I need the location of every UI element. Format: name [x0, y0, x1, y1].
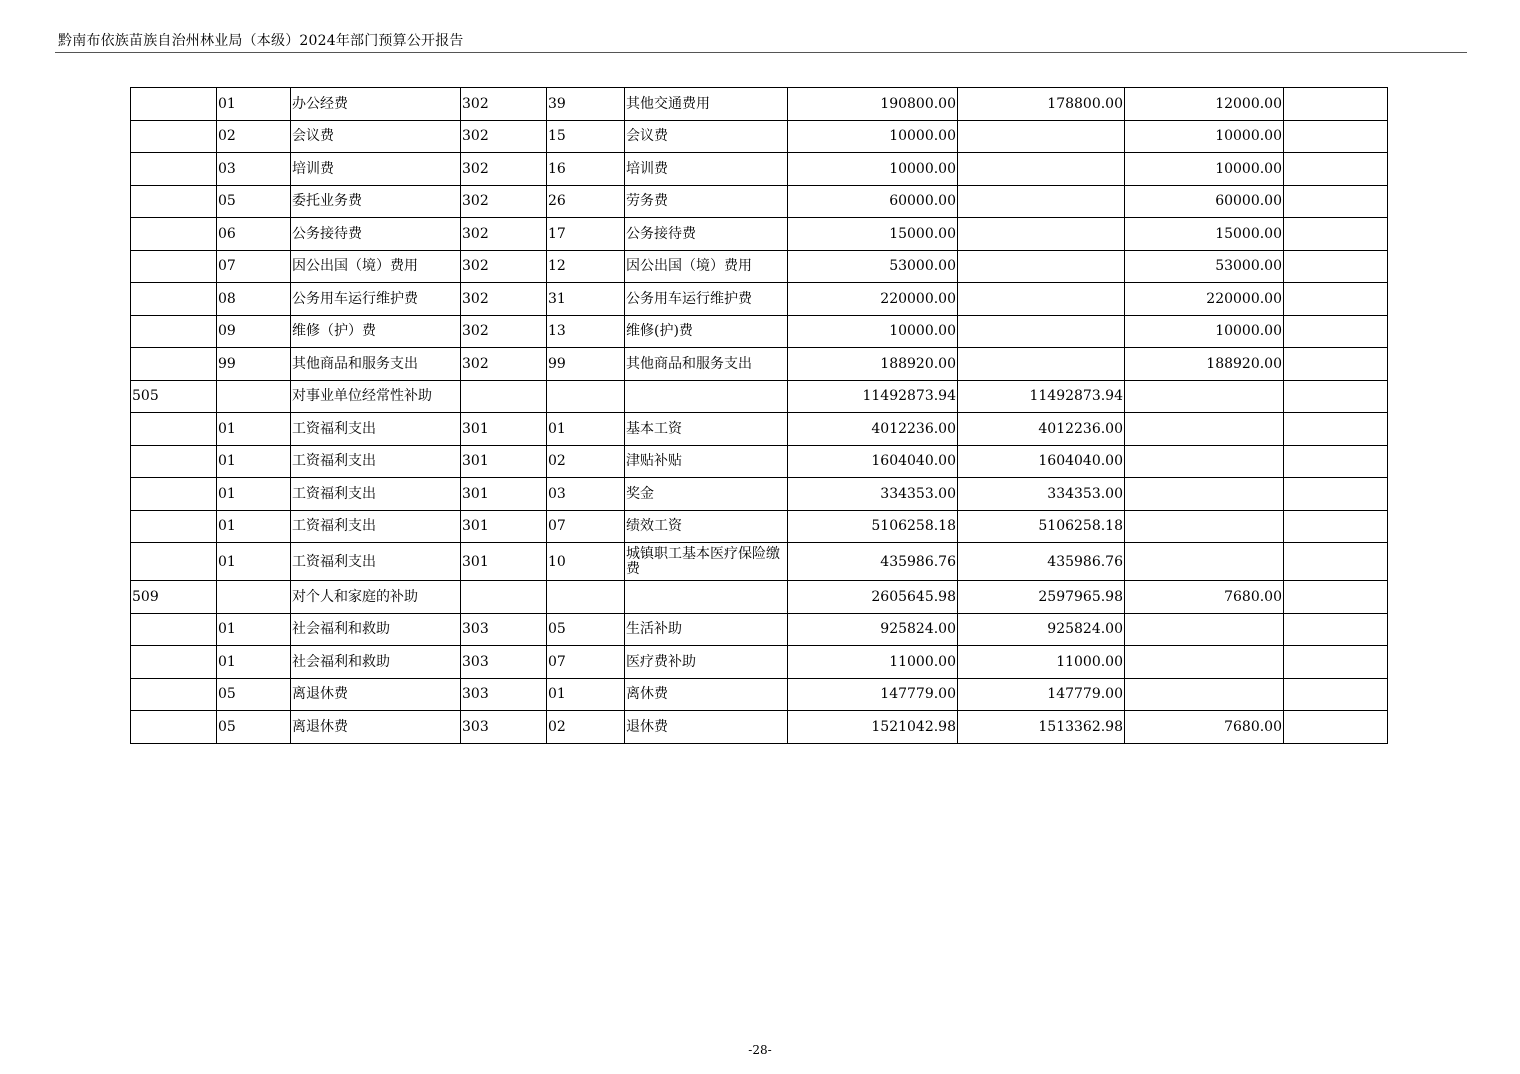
item-code-cell: 05: [217, 678, 291, 711]
item-code-cell: 01: [217, 510, 291, 543]
gov-category-name-cell: 奖金: [625, 478, 788, 511]
extra-cell: [1284, 185, 1388, 218]
total-amount-cell: 1521042.98: [788, 711, 958, 744]
project-expenditure-cell: [1125, 510, 1284, 543]
project-expenditure-cell: 188920.00: [1125, 348, 1284, 381]
total-amount-cell: 60000.00: [788, 185, 958, 218]
total-amount-cell: 11492873.94: [788, 380, 958, 413]
gov-class-code-cell: 302: [461, 153, 547, 186]
dept-category-name-cell: 离退休费: [291, 678, 461, 711]
table-row: [131, 613, 1388, 646]
extra-cell: [1284, 315, 1388, 348]
gov-item-code-cell: 16: [547, 153, 625, 186]
extra-cell: [1284, 348, 1388, 381]
project-expenditure-cell: 220000.00: [1125, 283, 1284, 316]
class-code-cell: [131, 543, 217, 581]
dept-category-name-cell: 社会福利和救助: [291, 646, 461, 679]
gov-item-code-cell: 39: [547, 88, 625, 121]
gov-category-name-cell: 维修(护)费: [625, 315, 788, 348]
extra-cell: [1284, 413, 1388, 446]
table-row: [131, 646, 1388, 679]
dept-category-name-cell: 工资福利支出: [291, 543, 461, 581]
total-amount-cell: 925824.00: [788, 613, 958, 646]
class-code-cell: [131, 348, 217, 381]
gov-class-code-cell: 303: [461, 678, 547, 711]
table-row: [131, 581, 1388, 614]
total-amount-cell: 5106258.18: [788, 510, 958, 543]
class-code-cell: [131, 510, 217, 543]
gov-category-name-cell: 绩效工资: [625, 510, 788, 543]
item-code-cell: 03: [217, 153, 291, 186]
table-row: [131, 153, 1388, 186]
item-code-cell: 01: [217, 413, 291, 446]
gov-item-code-cell: 05: [547, 613, 625, 646]
project-expenditure-cell: [1125, 413, 1284, 446]
item-code-cell: 99: [217, 348, 291, 381]
extra-cell: [1284, 153, 1388, 186]
total-amount-cell: 10000.00: [788, 120, 958, 153]
page-number: -28-: [748, 1043, 772, 1057]
basic-expenditure-cell: 435986.76: [958, 543, 1125, 581]
class-code-cell: [131, 445, 217, 478]
gov-class-code-cell: 302: [461, 315, 547, 348]
dept-category-name-cell: 对事业单位经常性补助: [291, 380, 461, 413]
dept-category-name-cell: 公务接待费: [291, 218, 461, 251]
table-row: [131, 120, 1388, 153]
gov-class-code-cell: 301: [461, 543, 547, 581]
extra-cell: [1284, 445, 1388, 478]
table-row: [131, 283, 1388, 316]
gov-category-name-cell: 因公出国（境）费用: [625, 250, 788, 283]
gov-category-name-cell: 退休费: [625, 711, 788, 744]
gov-class-code-cell: 303: [461, 711, 547, 744]
project-expenditure-cell: [1125, 646, 1284, 679]
gov-item-code-cell: 17: [547, 218, 625, 251]
table-row: [131, 445, 1388, 478]
gov-category-name-cell: 公务接待费: [625, 218, 788, 251]
extra-cell: [1284, 120, 1388, 153]
table-row: [131, 218, 1388, 251]
total-amount-cell: 4012236.00: [788, 413, 958, 446]
project-expenditure-cell: [1125, 478, 1284, 511]
project-expenditure-cell: [1125, 380, 1284, 413]
class-code-cell: [131, 478, 217, 511]
item-code-cell: 05: [217, 185, 291, 218]
gov-item-code-cell: 31: [547, 283, 625, 316]
class-code-cell: [131, 250, 217, 283]
basic-expenditure-cell: [958, 185, 1125, 218]
gov-category-name-cell: 城镇职工基本医疗保险缴费: [625, 543, 788, 581]
project-expenditure-cell: 60000.00: [1125, 185, 1284, 218]
table-row: [131, 543, 1388, 581]
dept-category-name-cell: 工资福利支出: [291, 445, 461, 478]
item-code-cell: 01: [217, 613, 291, 646]
gov-class-code-cell: 302: [461, 120, 547, 153]
total-amount-cell: 2605645.98: [788, 581, 958, 614]
total-amount-cell: 10000.00: [788, 153, 958, 186]
class-code-cell: [131, 185, 217, 218]
class-code-cell: [131, 678, 217, 711]
item-code-cell: 09: [217, 315, 291, 348]
dept-category-name-cell: 会议费: [291, 120, 461, 153]
extra-cell: [1284, 581, 1388, 614]
basic-expenditure-cell: [958, 120, 1125, 153]
class-code-cell: [131, 646, 217, 679]
gov-class-code-cell: 302: [461, 218, 547, 251]
item-code-cell: 01: [217, 646, 291, 679]
dept-category-name-cell: 工资福利支出: [291, 478, 461, 511]
dept-category-name-cell: 培训费: [291, 153, 461, 186]
project-expenditure-cell: [1125, 445, 1284, 478]
gov-item-code-cell: 13: [547, 315, 625, 348]
class-code-cell: [131, 120, 217, 153]
report-header-title: 黔南布依族苗族自治州林业局（本级）2024年部门预算公开报告: [58, 33, 464, 49]
extra-cell: [1284, 510, 1388, 543]
gov-item-code-cell: 10: [547, 543, 625, 581]
total-amount-cell: 334353.00: [788, 478, 958, 511]
item-code-cell: 01: [217, 478, 291, 511]
dept-category-name-cell: 因公出国（境）费用: [291, 250, 461, 283]
basic-expenditure-cell: 11492873.94: [958, 380, 1125, 413]
basic-expenditure-cell: [958, 250, 1125, 283]
dept-category-name-cell: 离退休费: [291, 711, 461, 744]
item-code-cell: 01: [217, 543, 291, 581]
gov-category-name-cell: 生活补助: [625, 613, 788, 646]
gov-class-code-cell: 301: [461, 510, 547, 543]
gov-item-code-cell: 01: [547, 678, 625, 711]
gov-category-name-cell: 津贴补贴: [625, 445, 788, 478]
total-amount-cell: 190800.00: [788, 88, 958, 121]
gov-class-code-cell: 302: [461, 88, 547, 121]
gov-category-name-cell: 培训费: [625, 153, 788, 186]
gov-item-code-cell: 12: [547, 250, 625, 283]
class-code-cell: [131, 711, 217, 744]
gov-category-name-cell: 会议费: [625, 120, 788, 153]
basic-expenditure-cell: [958, 348, 1125, 381]
dept-category-name-cell: 工资福利支出: [291, 510, 461, 543]
basic-expenditure-cell: 925824.00: [958, 613, 1125, 646]
class-code-cell: [131, 613, 217, 646]
dept-category-name-cell: 委托业务费: [291, 185, 461, 218]
basic-expenditure-cell: 334353.00: [958, 478, 1125, 511]
gov-item-code-cell: 15: [547, 120, 625, 153]
gov-item-code-cell: [547, 581, 625, 614]
gov-category-name-cell: 医疗费补助: [625, 646, 788, 679]
table-row: [131, 510, 1388, 543]
gov-class-code-cell: 301: [461, 413, 547, 446]
total-amount-cell: 15000.00: [788, 218, 958, 251]
total-amount-cell: 435986.76: [788, 543, 958, 581]
gov-item-code-cell: 07: [547, 646, 625, 679]
item-code-cell: [217, 581, 291, 614]
project-expenditure-cell: [1125, 543, 1284, 581]
extra-cell: [1284, 678, 1388, 711]
dept-category-name-cell: 其他商品和服务支出: [291, 348, 461, 381]
extra-cell: [1284, 613, 1388, 646]
gov-class-code-cell: 301: [461, 445, 547, 478]
extra-cell: [1284, 283, 1388, 316]
table-row: [131, 478, 1388, 511]
basic-expenditure-cell: 2597965.98: [958, 581, 1125, 614]
project-expenditure-cell: 7680.00: [1125, 581, 1284, 614]
item-code-cell: 01: [217, 88, 291, 121]
total-amount-cell: 10000.00: [788, 315, 958, 348]
table-row: [131, 380, 1388, 413]
table-row: [131, 185, 1388, 218]
item-code-cell: [217, 380, 291, 413]
gov-item-code-cell: 26: [547, 185, 625, 218]
project-expenditure-cell: 53000.00: [1125, 250, 1284, 283]
gov-item-code-cell: 07: [547, 510, 625, 543]
gov-category-name-cell: 基本工资: [625, 413, 788, 446]
budget-table-body: [131, 88, 1388, 744]
table-row: [131, 678, 1388, 711]
total-amount-cell: 1604040.00: [788, 445, 958, 478]
extra-cell: [1284, 380, 1388, 413]
class-code-cell: [131, 315, 217, 348]
gov-category-name-cell: 劳务费: [625, 185, 788, 218]
gov-class-code-cell: [461, 380, 547, 413]
extra-cell: [1284, 543, 1388, 581]
gov-category-name-cell: 公务用车运行维护费: [625, 283, 788, 316]
item-code-cell: 02: [217, 120, 291, 153]
gov-item-code-cell: [547, 380, 625, 413]
table-row: [131, 315, 1388, 348]
basic-expenditure-cell: [958, 315, 1125, 348]
project-expenditure-cell: 15000.00: [1125, 218, 1284, 251]
total-amount-cell: 11000.00: [788, 646, 958, 679]
gov-class-code-cell: 303: [461, 646, 547, 679]
basic-expenditure-cell: [958, 218, 1125, 251]
gov-item-code-cell: 02: [547, 445, 625, 478]
dept-category-name-cell: 对个人和家庭的补助: [291, 581, 461, 614]
extra-cell: [1284, 646, 1388, 679]
extra-cell: [1284, 250, 1388, 283]
project-expenditure-cell: 10000.00: [1125, 153, 1284, 186]
item-code-cell: 06: [217, 218, 291, 251]
total-amount-cell: 53000.00: [788, 250, 958, 283]
table-row: [131, 348, 1388, 381]
total-amount-cell: 188920.00: [788, 348, 958, 381]
table-row: [131, 88, 1388, 121]
gov-class-code-cell: 302: [461, 283, 547, 316]
class-code-cell: [131, 413, 217, 446]
basic-expenditure-cell: 5106258.18: [958, 510, 1125, 543]
class-code-cell: [131, 283, 217, 316]
gov-category-name-cell: 离休费: [625, 678, 788, 711]
gov-class-code-cell: 302: [461, 348, 547, 381]
project-expenditure-cell: [1125, 678, 1284, 711]
dept-category-name-cell: 工资福利支出: [291, 413, 461, 446]
gov-category-name-cell: [625, 380, 788, 413]
class-code-cell: 509: [131, 581, 217, 614]
extra-cell: [1284, 218, 1388, 251]
gov-item-code-cell: 02: [547, 711, 625, 744]
gov-item-code-cell: 03: [547, 478, 625, 511]
dept-category-name-cell: 办公经费: [291, 88, 461, 121]
gov-class-code-cell: 302: [461, 250, 547, 283]
table-row: [131, 413, 1388, 446]
header-divider: [55, 52, 1467, 53]
project-expenditure-cell: 10000.00: [1125, 315, 1284, 348]
item-code-cell: 08: [217, 283, 291, 316]
gov-class-code-cell: 301: [461, 478, 547, 511]
gov-item-code-cell: 01: [547, 413, 625, 446]
basic-expenditure-cell: 11000.00: [958, 646, 1125, 679]
extra-cell: [1284, 478, 1388, 511]
class-code-cell: [131, 88, 217, 121]
dept-category-name-cell: 维修（护）费: [291, 315, 461, 348]
basic-expenditure-cell: 4012236.00: [958, 413, 1125, 446]
gov-category-name-cell: [625, 581, 788, 614]
table-row: [131, 250, 1388, 283]
project-expenditure-cell: 7680.00: [1125, 711, 1284, 744]
gov-class-code-cell: [461, 581, 547, 614]
basic-expenditure-cell: 147779.00: [958, 678, 1125, 711]
class-code-cell: [131, 153, 217, 186]
basic-expenditure-cell: 1513362.98: [958, 711, 1125, 744]
class-code-cell: 505: [131, 380, 217, 413]
class-code-cell: [131, 218, 217, 251]
dept-category-name-cell: 社会福利和救助: [291, 613, 461, 646]
item-code-cell: 05: [217, 711, 291, 744]
gov-class-code-cell: 303: [461, 613, 547, 646]
basic-expenditure-cell: 1604040.00: [958, 445, 1125, 478]
basic-expenditure-cell: 178800.00: [958, 88, 1125, 121]
extra-cell: [1284, 88, 1388, 121]
budget-table: [130, 87, 1388, 744]
project-expenditure-cell: 12000.00: [1125, 88, 1284, 121]
total-amount-cell: 147779.00: [788, 678, 958, 711]
gov-category-name-cell: 其他商品和服务支出: [625, 348, 788, 381]
basic-expenditure-cell: [958, 153, 1125, 186]
project-expenditure-cell: [1125, 613, 1284, 646]
gov-class-code-cell: 302: [461, 185, 547, 218]
dept-category-name-cell: 公务用车运行维护费: [291, 283, 461, 316]
project-expenditure-cell: 10000.00: [1125, 120, 1284, 153]
item-code-cell: 01: [217, 445, 291, 478]
basic-expenditure-cell: [958, 283, 1125, 316]
total-amount-cell: 220000.00: [788, 283, 958, 316]
gov-category-name-cell: 其他交通费用: [625, 88, 788, 121]
item-code-cell: 07: [217, 250, 291, 283]
gov-item-code-cell: 99: [547, 348, 625, 381]
extra-cell: [1284, 711, 1388, 744]
table-row: [131, 711, 1388, 744]
